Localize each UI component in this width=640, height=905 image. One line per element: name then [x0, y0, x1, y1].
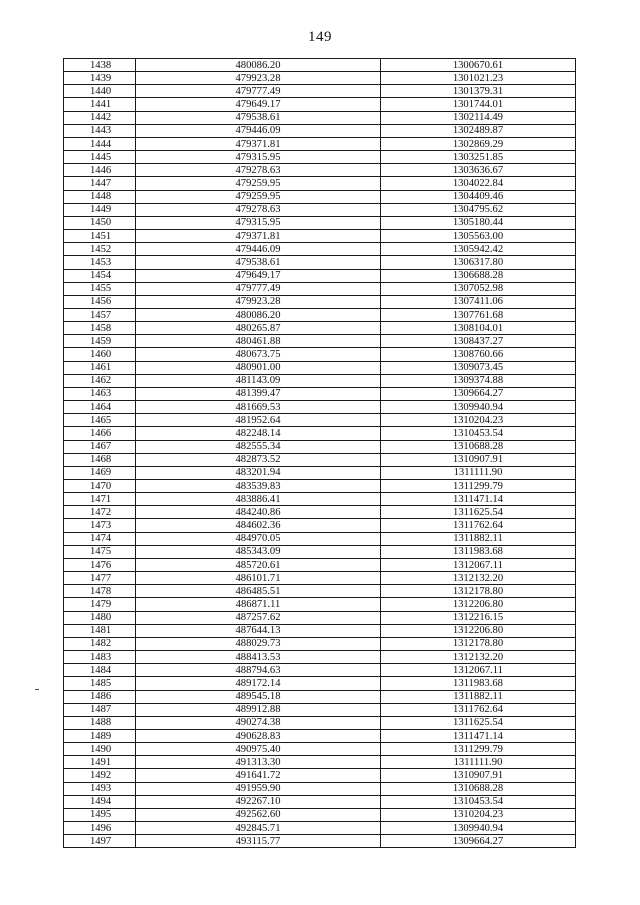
point-number-cell: 1472	[64, 506, 136, 519]
point-number-cell: 1475	[64, 545, 136, 558]
y-coordinate-cell: 1311625.54	[381, 506, 576, 519]
margin-mark	[35, 689, 39, 690]
x-coordinate-cell: 482248.14	[136, 427, 381, 440]
table-row	[64, 453, 576, 466]
point-number-cell: 1494	[64, 795, 136, 808]
x-coordinate-cell: 490274.38	[136, 716, 381, 729]
point-number-cell: 1484	[64, 664, 136, 677]
point-number-cell: 1438	[64, 59, 136, 72]
point-number-cell: 1467	[64, 440, 136, 453]
y-coordinate-cell: 1306688.28	[381, 269, 576, 282]
point-number-cell: 1487	[64, 703, 136, 716]
x-coordinate-cell: 481669.53	[136, 401, 381, 414]
y-coordinate-cell: 1308104.01	[381, 322, 576, 335]
table-row	[64, 572, 576, 585]
y-coordinate-cell: 1312132.20	[381, 572, 576, 585]
x-coordinate-cell: 479538.61	[136, 256, 381, 269]
x-coordinate-cell: 484970.05	[136, 532, 381, 545]
y-coordinate-cell: 1312067.11	[381, 664, 576, 677]
y-coordinate-cell: 1310907.91	[381, 453, 576, 466]
y-coordinate-cell: 1301379.31	[381, 85, 576, 98]
point-number-cell: 1492	[64, 769, 136, 782]
y-coordinate-cell: 1302869.29	[381, 137, 576, 150]
point-number-cell: 1485	[64, 677, 136, 690]
table-row	[64, 545, 576, 558]
table-row	[64, 151, 576, 164]
table-row	[64, 519, 576, 532]
point-number-cell: 1465	[64, 414, 136, 427]
x-coordinate-cell: 479371.81	[136, 230, 381, 243]
x-coordinate-cell: 489545.18	[136, 690, 381, 703]
point-number-cell: 1479	[64, 598, 136, 611]
y-coordinate-cell: 1308437.27	[381, 335, 576, 348]
x-coordinate-cell: 480901.00	[136, 361, 381, 374]
y-coordinate-cell: 1306317.80	[381, 256, 576, 269]
point-number-cell: 1470	[64, 480, 136, 493]
x-coordinate-cell: 480086.20	[136, 308, 381, 321]
point-number-cell: 1490	[64, 743, 136, 756]
point-number-cell: 1439	[64, 72, 136, 85]
x-coordinate-cell: 484602.36	[136, 519, 381, 532]
x-coordinate-cell: 481399.47	[136, 387, 381, 400]
y-coordinate-cell: 1312132.20	[381, 651, 576, 664]
table-row	[64, 361, 576, 374]
y-coordinate-cell: 1304795.62	[381, 203, 576, 216]
x-coordinate-cell: 479371.81	[136, 137, 381, 150]
point-number-cell: 1474	[64, 532, 136, 545]
table-row	[64, 743, 576, 756]
point-number-cell: 1443	[64, 124, 136, 137]
table-row	[64, 440, 576, 453]
point-number-cell: 1455	[64, 282, 136, 295]
x-coordinate-cell: 479278.63	[136, 203, 381, 216]
y-coordinate-cell: 1309940.94	[381, 822, 576, 835]
point-number-cell: 1486	[64, 690, 136, 703]
table-row	[64, 611, 576, 624]
y-coordinate-cell: 1312067.11	[381, 558, 576, 571]
y-coordinate-cell: 1307411.06	[381, 295, 576, 308]
y-coordinate-cell: 1305942.42	[381, 243, 576, 256]
point-number-cell: 1489	[64, 729, 136, 742]
table-row	[64, 85, 576, 98]
y-coordinate-cell: 1307761.68	[381, 308, 576, 321]
x-coordinate-cell: 479923.28	[136, 295, 381, 308]
x-coordinate-cell: 490628.83	[136, 729, 381, 742]
y-coordinate-cell: 1311299.79	[381, 743, 576, 756]
point-number-cell: 1496	[64, 822, 136, 835]
x-coordinate-cell: 488413.53	[136, 651, 381, 664]
x-coordinate-cell: 483886.41	[136, 493, 381, 506]
point-number-cell: 1454	[64, 269, 136, 282]
table-row	[64, 585, 576, 598]
x-coordinate-cell: 479259.95	[136, 177, 381, 190]
table-row	[64, 716, 576, 729]
table-row	[64, 624, 576, 637]
point-number-cell: 1448	[64, 190, 136, 203]
x-coordinate-cell: 479923.28	[136, 72, 381, 85]
x-coordinate-cell: 480673.75	[136, 348, 381, 361]
point-number-cell: 1444	[64, 137, 136, 150]
table-row	[64, 835, 576, 848]
point-number-cell: 1478	[64, 585, 136, 598]
x-coordinate-cell: 486101.71	[136, 572, 381, 585]
point-number-cell: 1458	[64, 322, 136, 335]
table-row	[64, 348, 576, 361]
y-coordinate-cell: 1312216.15	[381, 611, 576, 624]
y-coordinate-cell: 1311762.64	[381, 703, 576, 716]
y-coordinate-cell: 1311762.64	[381, 519, 576, 532]
point-number-cell: 1491	[64, 756, 136, 769]
point-number-cell: 1469	[64, 466, 136, 479]
y-coordinate-cell: 1311882.11	[381, 690, 576, 703]
x-coordinate-cell: 491959.90	[136, 782, 381, 795]
x-coordinate-cell: 489172.14	[136, 677, 381, 690]
point-number-cell: 1442	[64, 111, 136, 124]
y-coordinate-cell: 1311983.68	[381, 677, 576, 690]
table-row	[64, 308, 576, 321]
x-coordinate-cell: 479315.95	[136, 151, 381, 164]
y-coordinate-cell: 1311111.90	[381, 756, 576, 769]
y-coordinate-cell: 1310204.23	[381, 808, 576, 821]
point-number-cell: 1447	[64, 177, 136, 190]
y-coordinate-cell: 1304022.84	[381, 177, 576, 190]
y-coordinate-cell: 1309374.88	[381, 374, 576, 387]
point-number-cell: 1459	[64, 335, 136, 348]
coordinates-table-body	[64, 59, 576, 848]
y-coordinate-cell: 1304409.46	[381, 190, 576, 203]
table-row	[64, 177, 576, 190]
table-row	[64, 111, 576, 124]
x-coordinate-cell: 479446.09	[136, 243, 381, 256]
y-coordinate-cell: 1312178.80	[381, 637, 576, 650]
table-row	[64, 256, 576, 269]
y-coordinate-cell: 1310688.28	[381, 440, 576, 453]
point-number-cell: 1477	[64, 572, 136, 585]
x-coordinate-cell: 490975.40	[136, 743, 381, 756]
point-number-cell: 1488	[64, 716, 136, 729]
table-row	[64, 98, 576, 111]
point-number-cell: 1449	[64, 203, 136, 216]
x-coordinate-cell: 492562.60	[136, 808, 381, 821]
y-coordinate-cell: 1310204.23	[381, 414, 576, 427]
y-coordinate-cell: 1312206.80	[381, 598, 576, 611]
x-coordinate-cell: 492267.10	[136, 795, 381, 808]
table-row	[64, 322, 576, 335]
table-row	[64, 387, 576, 400]
point-number-cell: 1446	[64, 164, 136, 177]
x-coordinate-cell: 485343.09	[136, 545, 381, 558]
x-coordinate-cell: 483201.94	[136, 466, 381, 479]
y-coordinate-cell: 1311882.11	[381, 532, 576, 545]
y-coordinate-cell: 1302489.87	[381, 124, 576, 137]
page-number: 149	[308, 29, 332, 45]
x-coordinate-cell: 480461.88	[136, 335, 381, 348]
x-coordinate-cell: 480086.20	[136, 59, 381, 72]
table-row	[64, 282, 576, 295]
table-row	[64, 808, 576, 821]
y-coordinate-cell: 1300670.61	[381, 59, 576, 72]
x-coordinate-cell: 480265.87	[136, 322, 381, 335]
table-row	[64, 164, 576, 177]
x-coordinate-cell: 479777.49	[136, 85, 381, 98]
x-coordinate-cell: 491313.30	[136, 756, 381, 769]
x-coordinate-cell: 479538.61	[136, 111, 381, 124]
y-coordinate-cell: 1310907.91	[381, 769, 576, 782]
table-row	[64, 414, 576, 427]
y-coordinate-cell: 1301744.01	[381, 98, 576, 111]
point-number-cell: 1476	[64, 558, 136, 571]
x-coordinate-cell: 481952.64	[136, 414, 381, 427]
coordinates-table	[63, 58, 576, 848]
table-row	[64, 230, 576, 243]
y-coordinate-cell: 1312206.80	[381, 624, 576, 637]
x-coordinate-cell: 481143.09	[136, 374, 381, 387]
table-row	[64, 203, 576, 216]
table-row	[64, 532, 576, 545]
point-number-cell: 1457	[64, 308, 136, 321]
table-row	[64, 795, 576, 808]
x-coordinate-cell: 479259.95	[136, 190, 381, 203]
table-row	[64, 782, 576, 795]
x-coordinate-cell: 479777.49	[136, 282, 381, 295]
point-number-cell: 1471	[64, 493, 136, 506]
table-row	[64, 124, 576, 137]
table-row	[64, 729, 576, 742]
point-number-cell: 1473	[64, 519, 136, 532]
y-coordinate-cell: 1303251.85	[381, 151, 576, 164]
table-row	[64, 466, 576, 479]
table-row	[64, 216, 576, 229]
y-coordinate-cell: 1308760.66	[381, 348, 576, 361]
x-coordinate-cell: 483539.83	[136, 480, 381, 493]
y-coordinate-cell: 1301021.23	[381, 72, 576, 85]
table-row	[64, 480, 576, 493]
y-coordinate-cell: 1311299.79	[381, 480, 576, 493]
x-coordinate-cell: 479649.17	[136, 269, 381, 282]
x-coordinate-cell: 486871.11	[136, 598, 381, 611]
x-coordinate-cell: 488029.73	[136, 637, 381, 650]
x-coordinate-cell: 486485.51	[136, 585, 381, 598]
x-coordinate-cell: 479446.09	[136, 124, 381, 137]
table-row	[64, 269, 576, 282]
point-number-cell: 1468	[64, 453, 136, 466]
x-coordinate-cell: 492845.71	[136, 822, 381, 835]
table-row	[64, 493, 576, 506]
point-number-cell: 1481	[64, 624, 136, 637]
point-number-cell: 1466	[64, 427, 136, 440]
table-row	[64, 756, 576, 769]
table-row	[64, 137, 576, 150]
table-row	[64, 72, 576, 85]
y-coordinate-cell: 1303636.67	[381, 164, 576, 177]
table-row	[64, 427, 576, 440]
x-coordinate-cell: 489912.88	[136, 703, 381, 716]
y-coordinate-cell: 1310453.54	[381, 795, 576, 808]
point-number-cell: 1451	[64, 230, 136, 243]
point-number-cell: 1497	[64, 835, 136, 848]
y-coordinate-cell: 1310688.28	[381, 782, 576, 795]
point-number-cell: 1460	[64, 348, 136, 361]
table-row	[64, 703, 576, 716]
y-coordinate-cell: 1309940.94	[381, 401, 576, 414]
point-number-cell: 1450	[64, 216, 136, 229]
table-row	[64, 506, 576, 519]
y-coordinate-cell: 1311111.90	[381, 466, 576, 479]
table-row	[64, 335, 576, 348]
point-number-cell: 1462	[64, 374, 136, 387]
y-coordinate-cell: 1305563.00	[381, 230, 576, 243]
point-number-cell: 1482	[64, 637, 136, 650]
y-coordinate-cell: 1311625.54	[381, 716, 576, 729]
x-coordinate-cell: 493115.77	[136, 835, 381, 848]
x-coordinate-cell: 484240.86	[136, 506, 381, 519]
x-coordinate-cell: 491641.72	[136, 769, 381, 782]
table-row	[64, 664, 576, 677]
table-row	[64, 558, 576, 571]
table-row	[64, 401, 576, 414]
point-number-cell: 1440	[64, 85, 136, 98]
point-number-cell: 1452	[64, 243, 136, 256]
x-coordinate-cell: 479315.95	[136, 216, 381, 229]
point-number-cell: 1464	[64, 401, 136, 414]
x-coordinate-cell: 487644.13	[136, 624, 381, 637]
table-row	[64, 637, 576, 650]
point-number-cell: 1453	[64, 256, 136, 269]
table-row	[64, 59, 576, 72]
point-number-cell: 1495	[64, 808, 136, 821]
y-coordinate-cell: 1307052.98	[381, 282, 576, 295]
y-coordinate-cell: 1309664.27	[381, 835, 576, 848]
y-coordinate-cell: 1311471.14	[381, 493, 576, 506]
x-coordinate-cell: 479649.17	[136, 98, 381, 111]
y-coordinate-cell: 1309664.27	[381, 387, 576, 400]
x-coordinate-cell: 482555.34	[136, 440, 381, 453]
table-row	[64, 822, 576, 835]
table-row	[64, 190, 576, 203]
table-row	[64, 769, 576, 782]
point-number-cell: 1445	[64, 151, 136, 164]
table-row	[64, 243, 576, 256]
x-coordinate-cell: 485720.61	[136, 558, 381, 571]
table-row	[64, 677, 576, 690]
table-row	[64, 295, 576, 308]
y-coordinate-cell: 1305180.44	[381, 216, 576, 229]
y-coordinate-cell: 1310453.54	[381, 427, 576, 440]
table-row	[64, 598, 576, 611]
point-number-cell: 1480	[64, 611, 136, 624]
point-number-cell: 1441	[64, 98, 136, 111]
y-coordinate-cell: 1302114.49	[381, 111, 576, 124]
x-coordinate-cell: 487257.62	[136, 611, 381, 624]
table-row	[64, 374, 576, 387]
table-row	[64, 690, 576, 703]
point-number-cell: 1456	[64, 295, 136, 308]
point-number-cell: 1483	[64, 651, 136, 664]
y-coordinate-cell: 1309073.45	[381, 361, 576, 374]
x-coordinate-cell: 479278.63	[136, 164, 381, 177]
point-number-cell: 1493	[64, 782, 136, 795]
table-row	[64, 651, 576, 664]
y-coordinate-cell: 1311471.14	[381, 729, 576, 742]
y-coordinate-cell: 1312178.80	[381, 585, 576, 598]
point-number-cell: 1463	[64, 387, 136, 400]
point-number-cell: 1461	[64, 361, 136, 374]
y-coordinate-cell: 1311983.68	[381, 545, 576, 558]
x-coordinate-cell: 482873.52	[136, 453, 381, 466]
x-coordinate-cell: 488794.63	[136, 664, 381, 677]
